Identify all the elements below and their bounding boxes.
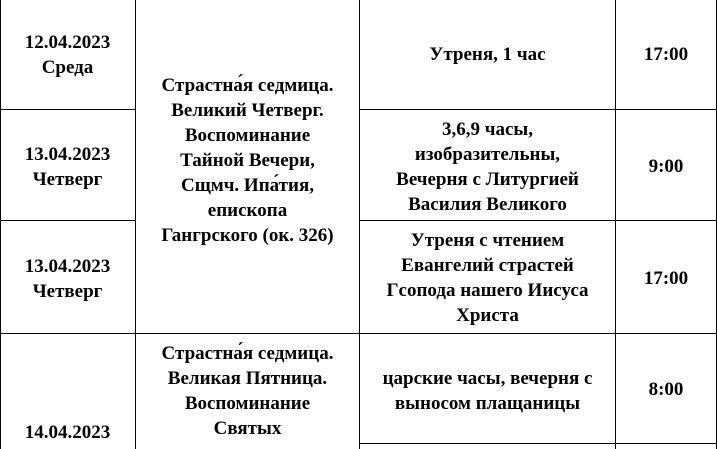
date-text: 12.04.2023 [24, 32, 111, 53]
service-line: царские часы, вечерня с [382, 368, 593, 389]
service-line: 3,6,9 часы, [442, 119, 533, 140]
grid-line-horizontal [359, 109, 717, 110]
feast-line: епископа [207, 200, 288, 221]
grid-line-horizontal [0, 220, 135, 221]
time-text: 9:00 [648, 156, 684, 177]
service-line: выносом плащаницы [394, 393, 581, 414]
feast-line: Страстна́я седмица. [161, 75, 334, 96]
time-cell [616, 377, 716, 402]
grid-line-horizontal [0, 333, 717, 334]
feast-line: Великий Четверг. [171, 100, 324, 121]
service-cell [360, 228, 615, 328]
date-cell [0, 142, 135, 192]
feast-line: Сщмч. Ипа́тия, [181, 175, 314, 196]
feast-line: Гангрского (ок. 326) [161, 225, 334, 246]
feast-line: Великая Пятница. [167, 368, 328, 389]
service-line: Евангелий страстей [401, 255, 574, 276]
service-line: Гсопода нашего Иисуса [386, 280, 589, 301]
feast-line: Воспоминание [184, 125, 311, 146]
date-text: 13.04.2023 [24, 144, 111, 165]
date-text: 14.04.2023 [24, 422, 111, 443]
time-text: 8:00 [648, 379, 684, 400]
service-line: Вечерня с Литургией [396, 169, 579, 190]
service-line: изобразительны, [414, 144, 561, 165]
date-cell [0, 420, 135, 445]
grid-line-horizontal [0, 109, 135, 110]
service-line: Утреня с чтением [410, 230, 565, 251]
time-cell [616, 266, 716, 291]
date-cell [0, 30, 135, 80]
grid-line-horizontal [359, 220, 717, 221]
service-line: Василия Великого [408, 194, 567, 215]
date-text: 13.04.2023 [24, 256, 111, 277]
date-cell [0, 254, 135, 304]
feast-cell [136, 73, 359, 248]
feast-line: Тайной Вечери, [180, 150, 315, 171]
grid-line-horizontal [359, 443, 717, 444]
service-cell [360, 117, 615, 217]
weekday-text: Среда [41, 57, 94, 78]
time-text: 17:00 [643, 268, 689, 289]
feast-line: Святых [213, 418, 282, 439]
service-cell [360, 366, 615, 416]
feast-line: Воспоминание [184, 393, 311, 414]
feast-cell [136, 341, 359, 441]
service-cell [360, 42, 615, 67]
weekday-text: Четверг [32, 281, 103, 302]
feast-line: Страстна́я седмица. [161, 343, 334, 364]
time-cell [616, 154, 716, 179]
weekday-text: Четверг [32, 169, 103, 190]
time-text: 17:00 [643, 44, 689, 65]
service-line: Утреня, 1 час [429, 44, 546, 65]
time-cell [616, 42, 716, 67]
service-line: Христа [456, 305, 519, 326]
